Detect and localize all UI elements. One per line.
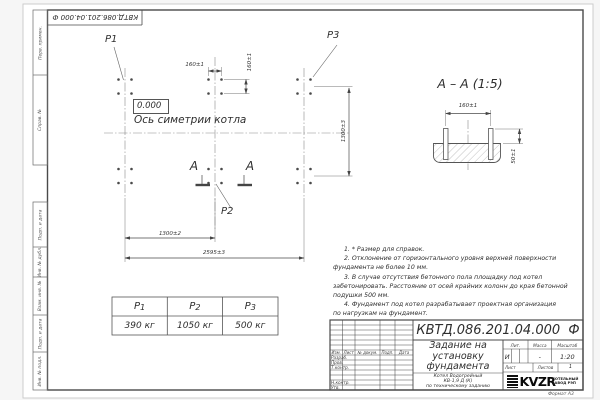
mass-value: - <box>538 352 542 361</box>
sheets-value: 1 <box>568 364 573 370</box>
load-point-p1-label: P1 <box>105 34 118 45</box>
dim-160-side: 160±1 <box>246 52 253 72</box>
load-table-header-p2 <box>167 297 222 316</box>
col-header-list: Лист <box>343 349 354 355</box>
note-line: 3. В случае отсутствия бетонного пола площадку под котел <box>344 273 543 281</box>
load-table-value-p2: 1050 кг <box>176 320 213 331</box>
section-letter-left: А <box>189 158 199 173</box>
margin-label-podp-i-data-1: Подп. и дата <box>37 209 43 240</box>
dim-1300-bottom: 1300±2 <box>158 230 182 237</box>
document-subtitle-line: по техническому заданию <box>426 383 490 389</box>
col-header-sign: Подп. <box>381 349 394 355</box>
section-dim-160: 160±1 <box>458 103 478 109</box>
kvzr-logo-subline: КОТЕЛЬНЫЙ <box>552 376 579 381</box>
note-line: 1. * Размер для справок. <box>344 246 425 253</box>
margin-label-podp-i-data-2: Подп. и дата <box>37 318 43 349</box>
section-dim-50: 50±1 <box>510 147 517 164</box>
scale-header: Масштаб <box>557 342 578 348</box>
load-table-value-p3: 500 кг <box>235 320 266 331</box>
col-header-doc: № докум. <box>357 349 378 355</box>
elevation-marker: 0.000 <box>133 99 169 114</box>
boiler-symmetry-axis-label: Ось симетрии котла <box>134 114 247 126</box>
note-line: забетонировать. Расстояние от осей крайних колонн до края бетонной <box>333 282 568 290</box>
sheet-label: Лист <box>505 364 516 370</box>
p3-sub: 3 <box>250 301 256 312</box>
col-header-date: Дата <box>398 349 410 355</box>
document-title-line: установку <box>432 350 484 362</box>
lit-value: И <box>504 352 510 361</box>
format-label: Формат А3 <box>548 392 574 397</box>
margin-label-inv-podl: Инв. № подл. <box>37 355 43 387</box>
note-line: 2. Отклонение от горизонтального уровня верхней поверхности <box>344 255 557 263</box>
note-line: по нагрузкам на фундамент. <box>333 310 428 318</box>
p1-sub: 1 <box>140 301 146 312</box>
margin-label-inv-dubl: Инв. № дубл. <box>37 246 43 278</box>
p2-sub: 2 <box>195 301 201 312</box>
kvzr-logo-icon <box>507 375 518 388</box>
note-line: 4. Фундамент под котел разрабатывает проектная организация <box>344 301 556 309</box>
document-subtitle-line: КВ-1,9 Д (К) <box>443 378 473 384</box>
load-table-header-p1 <box>112 297 167 316</box>
load-point-p3-label: P3 <box>327 30 340 41</box>
margin-label-vzam-inv: Взам. инв. № <box>37 280 43 312</box>
role-utv: Утв. <box>331 385 340 391</box>
load-point-p2-label: P2 <box>221 206 234 217</box>
role-prov: Пров. <box>331 360 344 366</box>
role-nkontr: Н.контр. <box>331 380 350 386</box>
scale-value: 1:20 <box>560 352 575 361</box>
document-title-line: фундамента <box>426 361 490 372</box>
role-tkontr: Т.контр. <box>331 365 350 371</box>
top-stamp-number: КВТД.086.201.04.000 Ф <box>51 13 138 22</box>
document-subtitle <box>413 374 503 390</box>
dim-1300-right: 1300±3 <box>340 119 347 143</box>
p2-base: P <box>189 301 196 312</box>
dim-2595-total: 2595±3 <box>202 249 226 256</box>
document-subtitle-line: Котел Водогрейный <box>433 373 483 379</box>
sheets-label: Листов <box>537 364 554 370</box>
document-title-line: Задание на <box>429 340 487 351</box>
dim-160-top: 160±1 <box>185 61 204 68</box>
p3-base: P <box>244 301 251 312</box>
note-line: подушки 500 мм. <box>333 292 390 300</box>
p1-base: P <box>133 301 140 312</box>
kvzr-logo-subtext <box>552 377 582 386</box>
document-title <box>413 341 503 373</box>
technical-notes <box>333 245 585 319</box>
margin-label-sprav-n: Справ. № <box>37 109 43 131</box>
load-table-header-p3 <box>223 297 278 316</box>
role-razrab: Разраб. <box>331 355 348 361</box>
kvzr-logo-subline: ЗАВОД РЭП <box>552 381 576 386</box>
mass-header: Масса <box>533 342 547 348</box>
margin-label-perv-primen: Перв. примен. <box>37 25 43 60</box>
col-header-izm: Изм. <box>331 349 341 355</box>
lit-header: Лит. <box>510 342 521 348</box>
load-table-value-p1: 390 кг <box>124 320 155 331</box>
section-view-title: А – А (1:5) <box>437 76 503 91</box>
title-block-drawing-number: КВТД.086.201.04.000 Ф <box>416 322 580 338</box>
section-letter-right: А <box>245 158 255 173</box>
note-line: фундамента не более 10 мм. <box>333 264 429 272</box>
kvzr-logo-text: KVZR <box>519 374 556 389</box>
